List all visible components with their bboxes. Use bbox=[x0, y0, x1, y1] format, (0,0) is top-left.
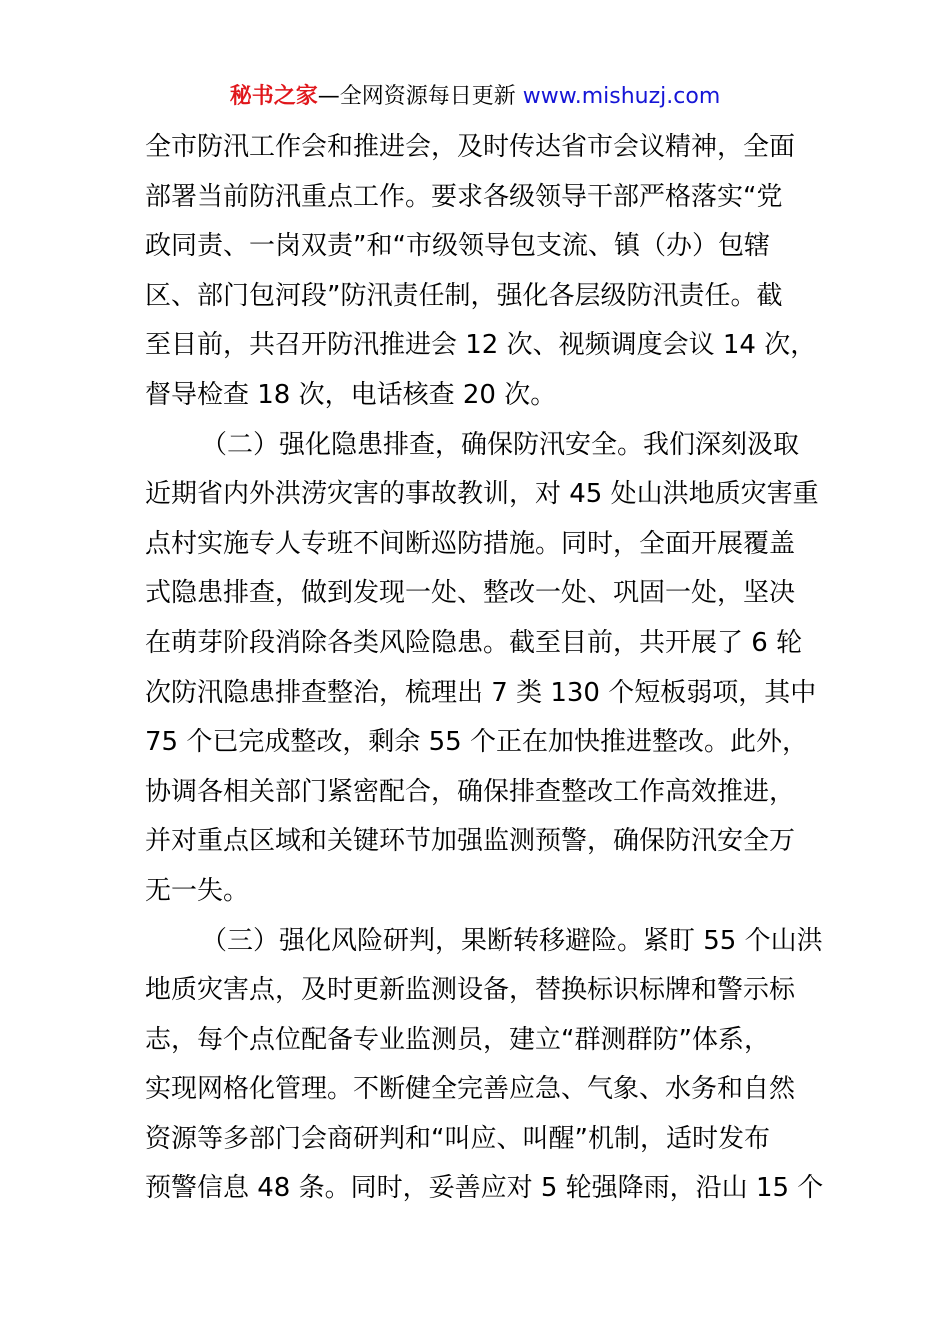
text-line: 资源等多部门会商研判和“叫应、叫醒”机制，适时发布 bbox=[145, 1123, 770, 1154]
text-line: 志，每个点位配备专业监测员，建立“群测群防”体系， bbox=[145, 1024, 770, 1055]
header-tagline: —全网资源每日更新 bbox=[317, 84, 523, 109]
text-line: 无一失。 bbox=[145, 875, 250, 906]
text-line: 至目前，共召开防汛推进会 12 次、视频调度会议 14 次， bbox=[145, 330, 817, 361]
section-heading-line: （三）强化风险研判，果断转移避险。紧盯 55 个山洪 bbox=[201, 925, 823, 956]
text-line: 督导检查 18 次，电话核查 20 次。 bbox=[145, 379, 557, 410]
text-line: 并对重点区域和关键环节加强监测预警，确保防汛安全万 bbox=[145, 826, 796, 857]
text-line: 实现网格化管理。不断健全完善应急、气象、水务和自然 bbox=[145, 1074, 796, 1105]
text-line: 在萌芽阶段消除各类风险隐患。截至目前，共开展了 6 轮 bbox=[145, 627, 803, 658]
text-line: 75 个已完成整改，剩余 55 个正在加快推进整改。此外， bbox=[145, 727, 808, 758]
page-header bbox=[0, 80, 950, 114]
text-line: 协调各相关部门紧密配合，确保排查整改工作高效推进， bbox=[145, 776, 796, 807]
section-heading-line: （二）强化隐患排查，确保防汛安全。我们深刻汲取 bbox=[201, 429, 800, 460]
text-line: 近期省内外洪涝灾害的事故教训，对 45 处山洪地质灾害重 bbox=[145, 479, 819, 510]
text-line: 地质灾害点，及时更新监测设备，替换标识标牌和警示标 bbox=[145, 975, 796, 1006]
text-line: 式隐患排查，做到发现一处、整改一处、巩固一处，坚决 bbox=[145, 578, 796, 609]
text-line: 部署当前防汛重点工作。要求各级领导干部严格落实“党 bbox=[145, 181, 783, 212]
header-url-link[interactable]: www.mishuzj.com bbox=[522, 84, 721, 109]
text-line: 政同责、一岗双责”和“市级领导包支流、镇（办）包辖 bbox=[145, 231, 770, 262]
text-line: 点村实施专人专班不间断巡防措施。同时，全面开展覆盖 bbox=[145, 528, 796, 559]
header-brand: 秘书之家 bbox=[229, 84, 318, 109]
text-line: 次防汛隐患排查整治，梳理出 7 类 130 个短板弱项，其中 bbox=[145, 677, 817, 708]
document-body bbox=[145, 123, 824, 1214]
text-line: 预警信息 48 条。同时，妥善应对 5 轮强降雨，沿山 15 个 bbox=[145, 1173, 824, 1204]
text-line: 全市防汛工作会和推进会，及时传达省市会议精神，全面 bbox=[145, 132, 796, 162]
text-line: 区、部门包河段”防汛责任制，强化各层级防汛责任。截 bbox=[145, 280, 783, 311]
